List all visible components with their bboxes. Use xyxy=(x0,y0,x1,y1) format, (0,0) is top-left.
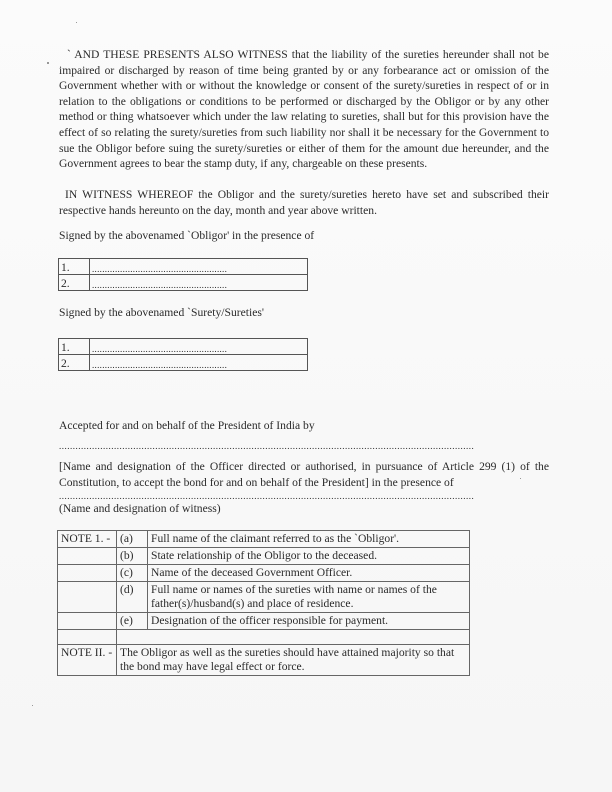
table-row xyxy=(59,339,308,355)
table-row xyxy=(59,259,308,275)
note-label-empty xyxy=(58,613,117,630)
note-letter: (d) xyxy=(117,582,148,613)
note-text: Full name of the claimant referred to as the `Obligor'. xyxy=(148,531,470,548)
note-label-empty xyxy=(58,582,117,613)
table-row xyxy=(58,548,470,565)
note-text: Full name or names of the sureties with name or names of the father(s)/husband(s) and place of residence. xyxy=(148,582,470,613)
table-row xyxy=(59,275,308,291)
note-1-label: NOTE 1. - xyxy=(58,531,117,548)
table-row xyxy=(58,645,470,676)
table-row xyxy=(59,355,308,371)
officer-signature-line: ....................................................................................................................................................... xyxy=(59,441,475,451)
accepted-label: Accepted for and on behalf of the President of India by xyxy=(59,419,315,432)
row-number: 1. xyxy=(59,339,90,355)
signed-surety-label: Signed by the abovenamed `Surety/Sureties' xyxy=(59,306,264,319)
note-2-text: The Obligor as well as the sureties should have attained majority so that the bond may have legal effect or force. xyxy=(117,645,470,676)
obligor-witness-table xyxy=(58,258,308,291)
note-letter: (e) xyxy=(117,613,148,630)
signed-obligor-label: Signed by the abovenamed `Obligor' in the presence of xyxy=(59,229,315,242)
note-2-label: NOTE II. - xyxy=(58,645,117,676)
notes-table xyxy=(57,530,470,676)
witness-signature-line: ....................................................................................................................................................... xyxy=(59,491,475,501)
witness-label: (Name and designation of witness) xyxy=(59,502,221,515)
signature-line: ..................................................... xyxy=(90,339,308,355)
signature-line: ..................................................... xyxy=(90,259,308,275)
note-letter: (a) xyxy=(117,531,148,548)
table-row xyxy=(58,613,470,630)
note-label-empty xyxy=(58,565,117,582)
note-text: Name of the deceased Government Officer. xyxy=(148,565,470,582)
in-witness-paragraph: IN WITNESS WHEREOF the Obligor and the surety/sureties hereto have set and subscribed their respective hands hereunto on the day, month and year above written. xyxy=(59,188,549,217)
note-letter: (c) xyxy=(117,565,148,582)
row-number: 1. xyxy=(59,259,90,275)
note-label-empty xyxy=(58,548,117,565)
note-label-empty xyxy=(58,630,117,645)
surety-witness-table xyxy=(58,338,308,371)
note-letter: (b) xyxy=(117,548,148,565)
note-text: State relationship of the Obligor to the deceased. xyxy=(148,548,470,565)
surety-liability-paragraph: ` AND THESE PRESENTS ALSO WITNESS that the liability of the sureties hereunder shall not be impaired or discharged by reason of time being granted by or any forbearance act or omission of the Government whether with or without the knowledge or consent of the surety/sureties in respect of or in relation to the obligations or conditions to be performed or discharged by the Obligor or by any other method or thing whatsoever which under the law relating to sureties, shall but for this provision have the effect of so relating the surety/sureties from such liability nor shall it be necessary for the Government to sue the Obligor before suing the surety/sureties or either of them for the amount due hereunder, and the Government agrees to bear the stamp duty, if any, chargeable on these presents. xyxy=(59,48,549,171)
note-spacer xyxy=(117,630,470,645)
officer-designation-paragraph: [Name and designation of the Officer directed or authorised, in pursuance of Article 299 (1) of the Constitution, to accept the bond for and on behalf of the President] in the presence of xyxy=(59,460,549,489)
row-number: 2. xyxy=(59,355,90,371)
signature-line: ..................................................... xyxy=(90,355,308,371)
table-row xyxy=(58,582,470,613)
table-row xyxy=(58,630,470,645)
table-row xyxy=(58,531,470,548)
note-text: Designation of the officer responsible for payment. xyxy=(148,613,470,630)
table-row xyxy=(58,565,470,582)
signature-line: ..................................................... xyxy=(90,275,308,291)
row-number: 2. xyxy=(59,275,90,291)
